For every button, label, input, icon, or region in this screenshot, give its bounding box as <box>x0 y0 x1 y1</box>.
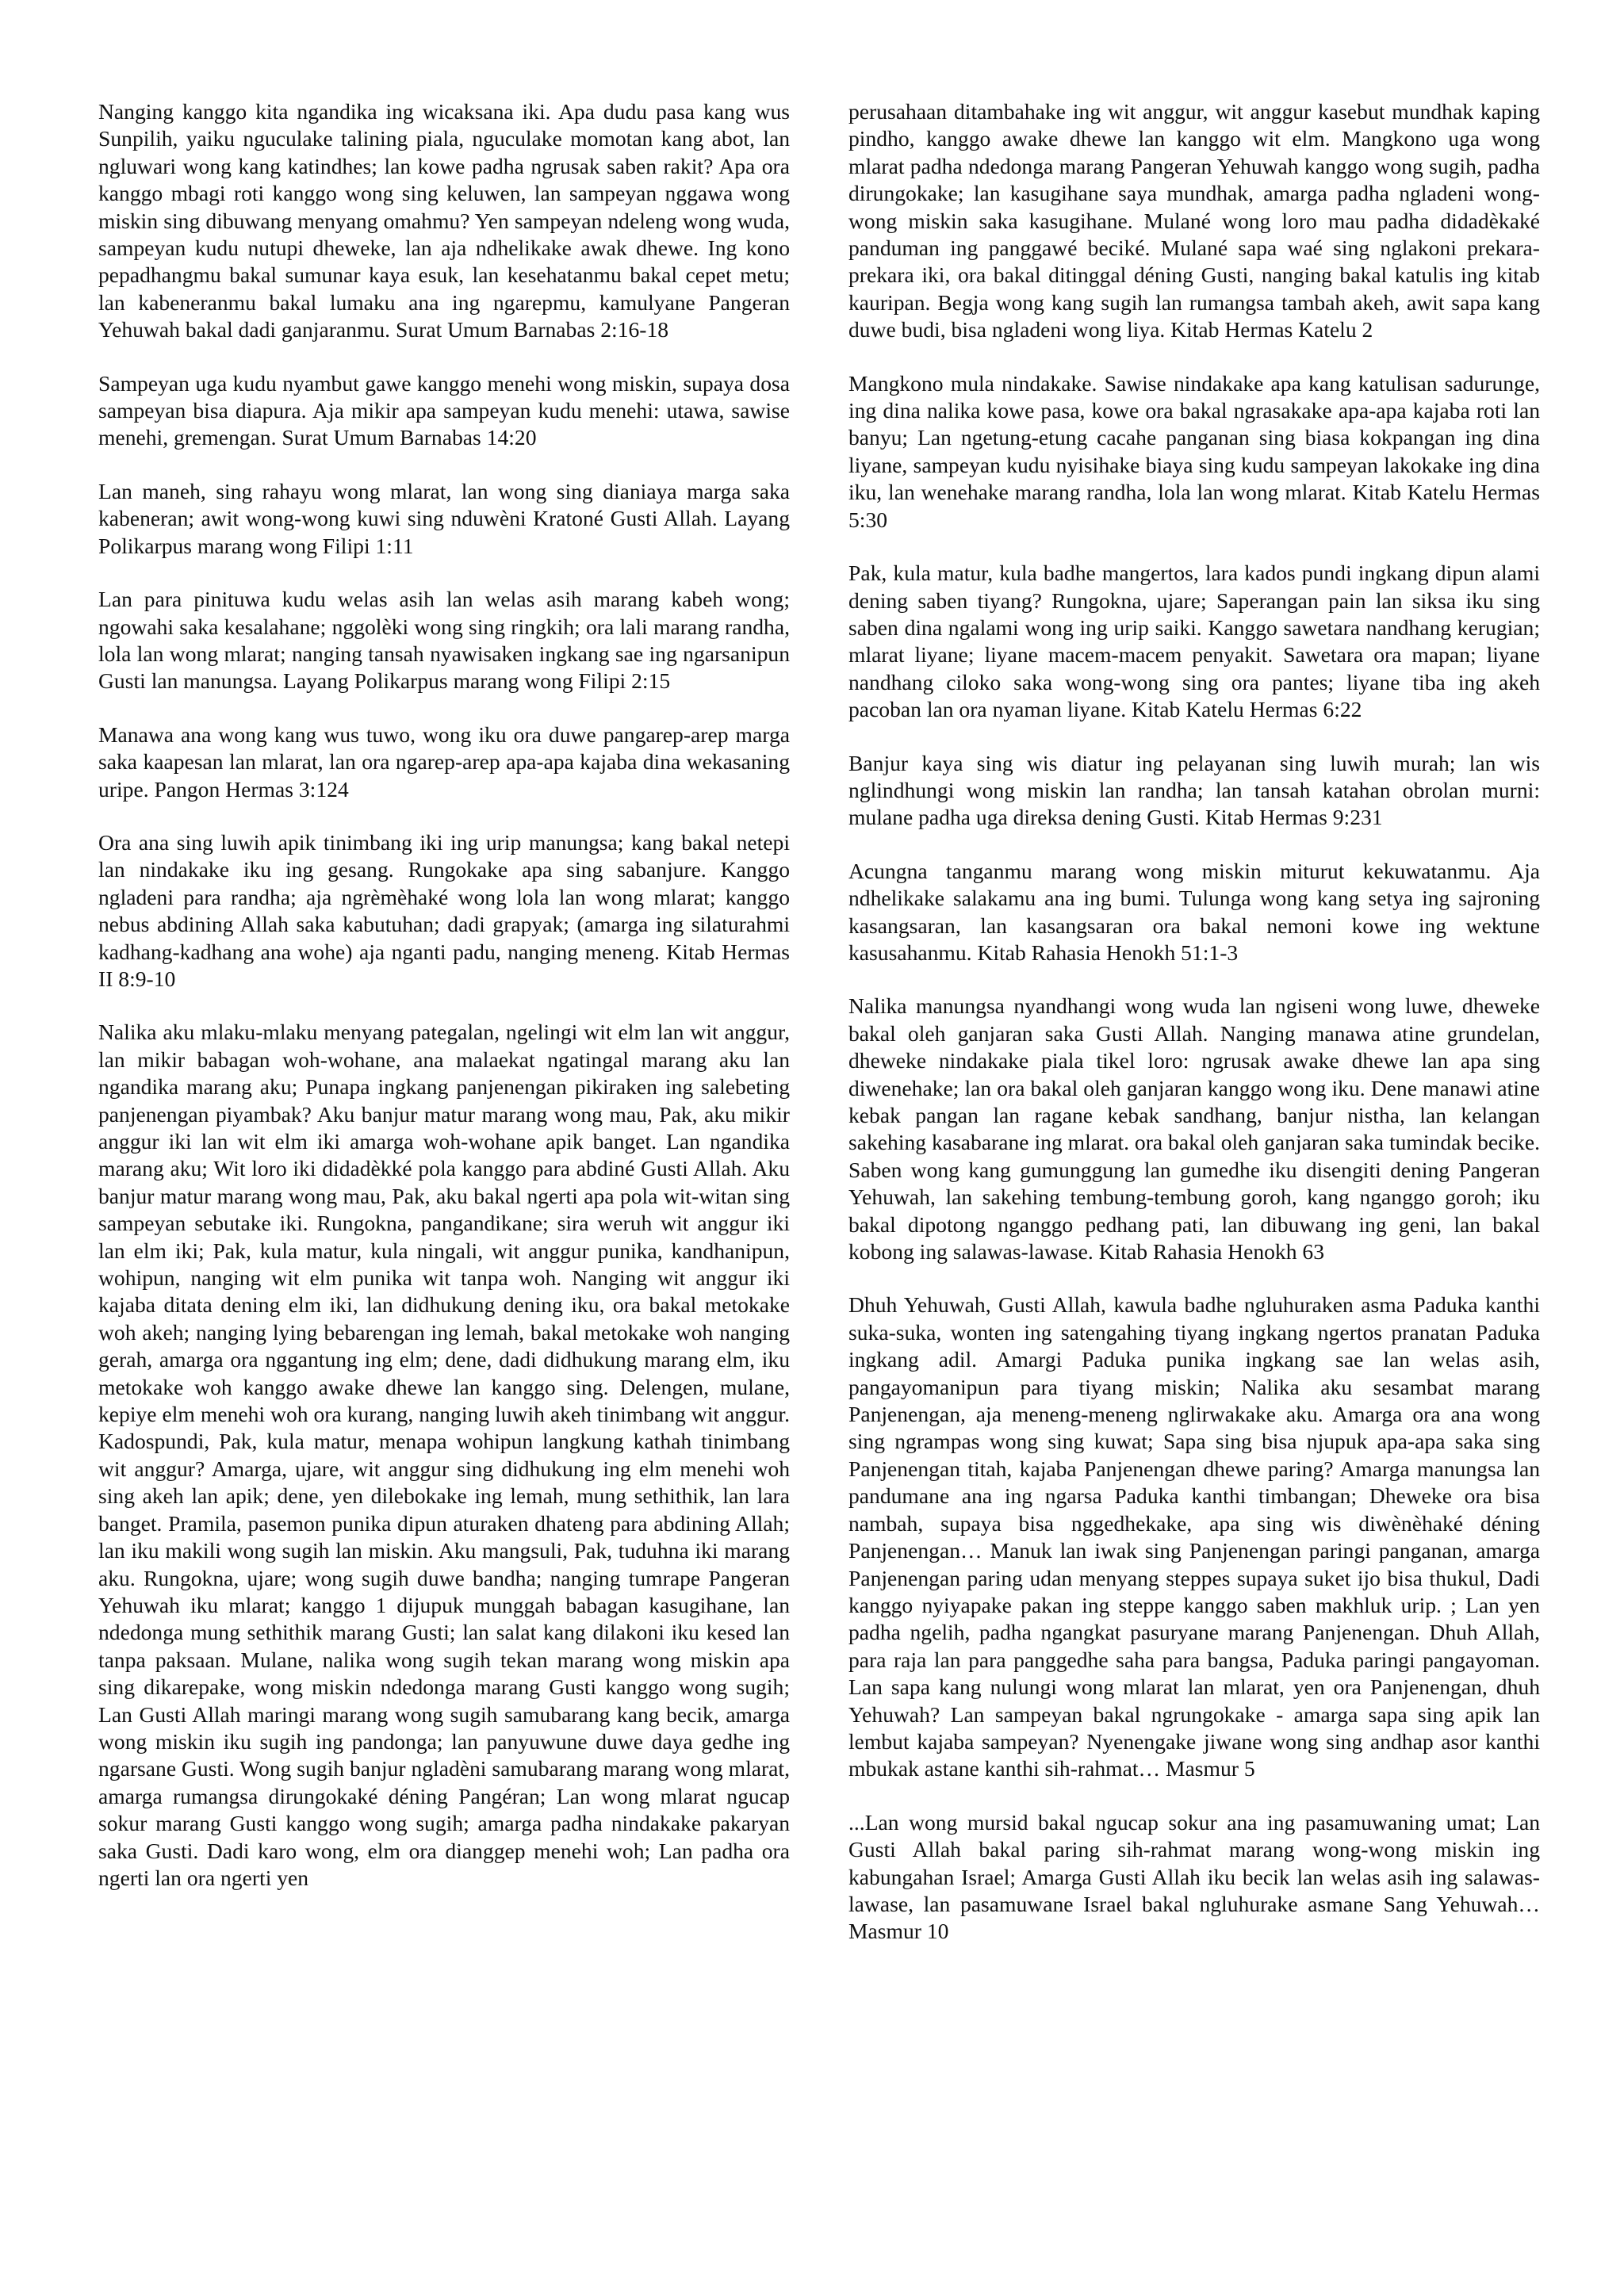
passage-henokh-63: Nalika manungsa nyandhangi wong wuda lan ngiseni wong luwe, dheweke bakal oleh ganjaran saka Gusti Allah. Nanging manawa atine grundelan, dheweke nindakake piala tikel loro: ngrusak awake dhewe lan apa sing diwenehake; lan ora bakal oleh ganjaran kanggo wong iku. Dene manawi atine kebak pangan lan ragane kebak sandhang, banjur nistha, lan kelangan sakehing kasabarane ing mlarat. ora bakal oleh ganjaran saka tumindak becike. Saben wong kang gumunggung lan gumedhe iku disengiti dening Pangeran Yehuwah, lan sakehing tembung-tembung goroh, kang nganggo goroh; iku bakal dipotong nganggo pedhang pati, lan dibuwang ing geni, lan bakal kobong ing salawas-lawase. Kitab Rahasia Henokh 63 <box>848 993 1540 1265</box>
passage-hermas-6-22: Pak, kula matur, kula badhe mangertos, lara kados pundi ingkang dipun alami dening saben tiyang? Rungokna, ujare; Saperangan pain lan siksa iku sing saben dina ngalami wong ing urip saiki. Kanggo sawetara nandhang kerugian; mlarat liyane; liyane macem-macem penyakit. Sawetara ora mapan; liyane nandhang ciloko saka wong-wong sing ora pantes; liyane tiba ing akeh pacoban lan ora nyaman liyane. Kitab Katelu Hermas 6:22 <box>848 561 1540 722</box>
passage-barnabas-2: Nanging kanggo kita ngandika ing wicaksana iki. Apa dudu pasa kang wus Sunpilih, yaiku nguculake talining piala, nguculake momotan kang abot, lan ngluwari wong kang katindhes; lan kowe padha ngrusak saben rakit? Apa ora kanggo mbagi roti kanggo wong sing keluwen, lan sampeyan nggawa wong miskin sing dibuwang menyang omahmu? Yen sampeyan ndeleng wong wuda, sampeyan kudu nutupi dheweke, lan aja ndhelikake awak dhewe. Ing kono pepadhangmu bakal sumunar kaya esuk, lan kesehatanmu bakal cepet metu; lan kabeneranmu bakal lumaku ana ing ngarepmu, kamulyane Pangeran Yehuwah bakal dadi ganjaranmu. Surat Umum Barnabas 2:16-18 <box>98 99 790 342</box>
passage-hermas-5-30: Mangkono mula nindakake. Sawise nindakake apa kang katulisan sadurunge, ing dina nalika kowe pasa, kowe ora bakal ngrasakake apa-apa kajaba roti lan banyu; Lan ngetung-etung cacahe panganan sing biasa kokpangan ing dina liyane, sampeyan kudu nyisihake biaya sing kudu sampeyan lakokake ing dina iku, lan wenehake marang randha, lola lan wong mlarat. Kitab Katelu Hermas 5:30 <box>848 370 1540 532</box>
right-column <box>848 98 1540 1972</box>
passage-elm-and-vine: Nalika aku mlaku-mlaku menyang pategalan, ngelingi wit elm lan wit anggur, lan mikir babagan woh-wohane, ana malaekat ngatingal marang aku lan ngandika marang aku; Punapa ingkang panjenengan pikiraken ing salebeting panjenengan piyambak? Aku banjur matur marang wong mau, Pak, aku mikir anggur iki lan wit elm iki amarga woh-wohane apik banget. Lan ngandika marang aku; Wit loro iki didadèkké pola kanggo para abdiné Gusti Allah. Aku banjur matur marang wong mau, Pak, aku bakal ngerti apa pola wit-witan sing sampeyan sebutake iki. Rungokna, pangandikane; sira weruh wit anggur iki lan elm iki; Pak, kula matur, kula ningali, wit anggur punika, kandhanipun, wohipun, nanging wit elm punika wit tanpa woh. Nanging wit anggur iki kajaba ditata dening elm iki, lan didhukung dening iku, ora bakal metokake woh akeh; nanging lying bebarengan ing lemah, bakal metokake woh nanging gerah, amarga ora nggantung ing elm; dene, dadi didhukung marang elm, iku metokake woh kanggo awake dhewe lan kanggo sing. Delengen, mulane, kepiye elm menehi woh ora kurang, nanging luwih akeh tinimbang wit anggur. Kadospundi, Pak, kula matur, menapa wohipun langkung kathah tinimbang wit anggur? Amarga, ujare, wit anggur sing didhukung ing elm menehi woh sing akeh lan apik; dene, yen dilebokake ing lemah, mung sethithik, lan lara banget. Pramila, pasemon punika dipun aturaken dhateng para abdining Allah; lan iku makili wong sugih lan miskin. Aku mangsuli, Pak, tuduhna iki marang aku. Rungokna, ujare; wong sugih duwe bandha; nanging tumrape Pangeran Yehuwah iku mlarat; kanggo 1 dijupuk munggah babagan kasugihane, lan ndedonga mung sethithik marang Gusti; lan salat kang dilakoni iku kesed lan tanpa paksaan. Mulane, nalika wong sugih tekan marang wong miskin apa sing dikarepake, wong miskin ndedonga marang Gusti kanggo wong sugih; Lan Gusti Allah maringi marang wong sugih samubarang kang becik, amarga wong miskin iku sugih ing pandonga; lan panyuwune duwe daya gedhe ing ngarsane Gusti. Wong sugih banjur ngladèni samubarang marang wong mlarat, amarga rumangsa dirungokaké déning Pangéran; Lan wong mlarat ngucap sokur marang Gusti kanggo wong sugih; amarga padha nindakake pakaryan saka Gusti. Dadi karo wong, elm ora dianggep menehi woh; Lan padha ora ngerti lan ora ngerti yen <box>98 1020 790 1890</box>
passage-hermas-katelu-2: perusahaan ditambahake ing wit anggur, wit anggur kasebut mundhak kaping pindho, kanggo awake dhewe lan kanggo wit elm. Mangkono uga wong mlarat padha ndedonga marang Pangeran Yehuwah kanggo wong sugih, padha dirungokake; lan kasugihane saya mundhak, amarga padha ngladeni wong-wong miskin saka kasugihane. Mulané wong loro mau padha didadèkaké panduman ing panggawé beciké. Mulané sapa waé sing nglakoni prekara-prekara iki, ora bakal ditinggal déning Gusti, nanging bakal katulis ing kitab kauripan. Begja wong kang sugih lan rumangsa tambah akeh, awit sapa kang duwe budi, bisa ngladeni wong liya. Kitab Hermas Katelu 2 <box>848 99 1540 342</box>
passage-polycarp-2: Lan para pinituwa kudu welas asih lan welas asih marang kabeh wong; ngowahi saka kesalahane; nggolèki wong sing ringkih; ora lali marang randha, lola lan wong mlarat; nanging tansah nyawisaken ingkang sae ing ngarsanipun Gusti lan manungsa. Layang Polikarpus marang wong Filipi 2:15 <box>98 587 790 694</box>
passage-barnabas-14: Sampeyan uga kudu nyambut gawe kanggo menehi wong miskin, supaya dosa sampeyan bisa diapura. Aja mikir apa sampeyan kudu menehi: utawa, sawise menehi, gremengan. Surat Umum Barnabas 14:20 <box>98 370 790 450</box>
passage-hermas-3-124: Manawa ana wong kang wus tuwo, wong iku ora duwe pangarep-arep marga saka kaapesan lan mlarat, lan ora ngarep-arep apa-apa kajaba dina wekasaning uripe. Pangon Hermas 3:124 <box>98 721 790 802</box>
passage-masmur-10: ...Lan wong mursid bakal ngucap sokur ana ing pasamuwaning umat; Lan Gusti Allah bakal paring sih-rahmat marang wong-wong miskin ing kabungahan Israel; Amarga Gusti Allah iku becik lan welas asih ing salawas-lawase, lan pasamuwane Israel bakal ngluhurake asmane Sang Yehuwah… Masmur 10 <box>848 1809 1540 1944</box>
passage-masmur-5: Dhuh Yehuwah, Gusti Allah, kawula badhe ngluhuraken asma Paduka kanthi suka-suka, wonten ing satengahing tiyang ingkang ngertos pranatan Paduka ingkang adil. Amargi Paduka punika ingkang sae lan welas asih, pangayomanipun para tiyang miskin; Nalika aku sesambat marang Panjenengan, aja meneng-meneng nglirwakake aku. Amarga ora ana wong sing ngrampas wong sing kuwat; Sapa sing bisa njupuk apa-apa saka sing Panjenengan titah, kajaba Panjenengan dhewe paring? Amarga manungsa lan pandumane ana ing ngarsa Paduka kanthi timbangan; Dheweke ora bisa nambah, supaya bisa nggedhekake, apa sing wis diwènèhaké déning Panjenengan… Manuk lan iwak sing Panjenengan paringi panganan, amarga Panjenengan paring udan menyang steppes supaya suket ijo bisa thukul, Dadi kanggo nyiyapake pakan ing steppe kanggo saben makhluk urip. ; Lan yen padha ngelih, padha ngangkat pasuryane marang Panjenengan. Dhuh Allah, para raja lan para panggedhe saha para bangsa, Paduka paringi pangayoman. Lan sapa kang nulungi wong mlarat lan mlarat, yen ora Panjenengan, dhuh Yehuwah? Lan sampeyan bakal ngrungokake - amarga sapa sing apik lan lembut kajaba sampeyan? Nyenengake jiwane wong sing andhap asor kanthi mbukak astane kanthi sih-rahmat… Masmur 5 <box>848 1292 1540 1781</box>
passage-hermas-ii-8: Ora ana sing luwih apik tinimbang iki ing urip manungsa; kang bakal netepi lan nindakake iku ing gesang. Rungokake apa sing sabanjure. Kanggo ngladeni para randha; aja ngrèmèhaké wong lola lan wong mlarat; kanggo nebus abdining Allah saka kabutuhan; dadi grapyak; (amarga ing silaturahmi kadhang-kadhang ana wohe) aja nganti padu, nanging meneng. Kitab Hermas II 8:9-10 <box>98 829 790 991</box>
passage-hermas-9-231: Banjur kaya sing wis diatur ing pelayanan sing luwih murah; lan wis nglindhungi wong miskin lan randha; lan tansah katahan obrolan murni: mulane padha uga direksa dening Gusti. Kitab Hermas 9:231 <box>848 750 1540 830</box>
left-column <box>98 98 790 1918</box>
passage-polycarp-1: Lan maneh, sing rahayu wong mlarat, lan wong sing dianiaya marga saka kabeneran; awit wong-wong kuwi sing nduwèni Kratoné Gusti Allah. Layang Polikarpus marang wong Filipi 1:11 <box>98 478 790 558</box>
passage-henokh-51: Acungna tanganmu marang wong miskin miturut kekuwatanmu. Aja ndhelikake salakamu ana ing bumi. Tulunga wong kang setya ing sajroning kasangsaran, lan kasangsaran ora bakal nemoni kowe ing wektune kasusahanmu. Kitab Rahasia Henokh 51:1-3 <box>848 858 1540 965</box>
